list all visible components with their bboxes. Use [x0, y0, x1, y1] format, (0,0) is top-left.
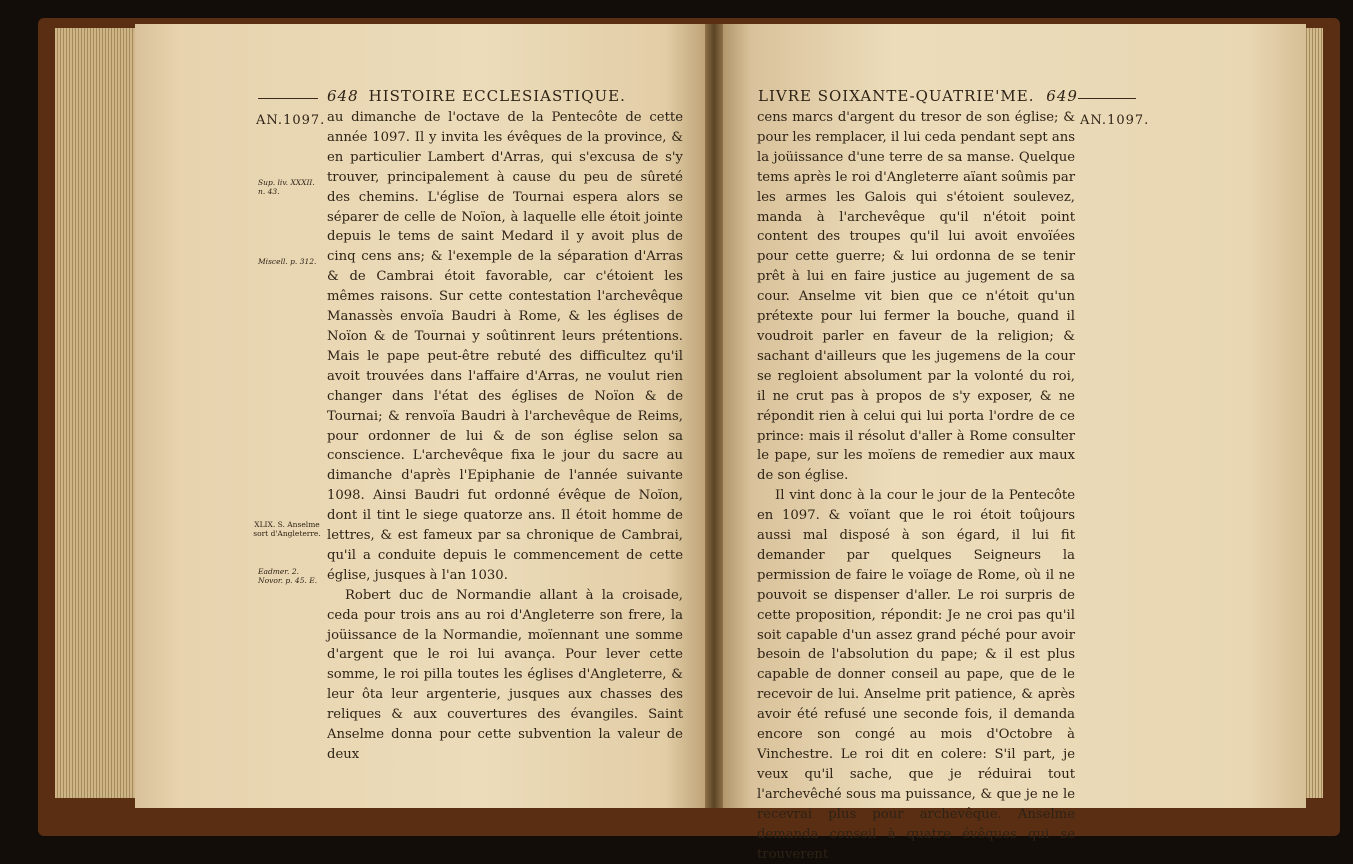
paragraph: au dimanche de l'octave de la Pentecôte de cette année 1097. Il y invita les évêques de la province, & en particulier Lambert d'Arras, qui s'excusa de s'y trouver, principalement à cause du peu de sûreté des chemins. L'église de Tournai espera alors se séparer de celle de Noïon, à laquelle elle étoit jointe depuis le tems de saint Medard il y avoit plus de cinq cens ans; & l'exemple de la séparation d'Arras & de Cambrai étoit favorable, car c'étoient les mêmes raisons. Sur cette contestation l'archevêque Manassès envoïa Baudri à Rome, & les églises de Noïon & de Tournai y soûtinrent leurs prétentions. Mais le pape peut-être rebuté des difficultez qu'il avoit trouvées dans l'affaire d'Arras, ne voulut rien changer dans l'état des églises de Noïon & de Tournai; & renvoïa Baudri à l'archevêque de Reims, pour ordonner de lui & de son église selon sa conscience. L'archevêque fixa le jour du sacre au dimanche d'après l'Epiphanie de l'année suivante 1098. Ainsi Baudri fut ordonné évêque de Noïon, dont il tint le siege quatorze ans. Il étoit homme de lettres, & est fameux par sa chronique de Cambrai, qu'il a conduite depuis le commencement de cette église, jusques à l'an 1030.: [327, 110, 683, 583]
left-running-head: [327, 87, 626, 105]
right-body-text: [757, 108, 1075, 864]
book-gutter: [705, 24, 723, 808]
left-margin-note: Sup. liv. XXXII. n. 43.: [258, 178, 315, 196]
right-running-title: LIVRE SOIXANTE-QUATRIE'ME.: [758, 87, 1035, 105]
paragraph: Il vint donc à la cour le jour de la Pentecôte en 1097. & voïant que le roi étoit toûjours aussi mal disposé à son égard, il lui fit demander par quelques Seigneurs la permission de faire le voïage de Rome, où il ne pouvoit se dispenser d'aller. Le roi surpris de cette proposition, répondit: Je ne croi pas qu'il soit capable d'un assez grand péché pour avoir besoin de l'absolution du pape; & il est plus capable de donner conseil au pape, que de le recevoir de lui. Anselme prit patience, & après avoir été refusé une seconde fois, il demanda encore son congé au mois d'Octobre à Vinchestre. Le roi dit en colere: S'il part, je veux qu'il sache, que je réduirai tout l'archevêché sous ma puissance, & que je ne le recevrai plus pour archevêque. Anselme demanda conseil à quatre évêques qui se trouverent: [757, 488, 1075, 862]
left-margin-note: Miscell. p. 312.: [258, 257, 317, 266]
left-body-text: [327, 108, 683, 765]
left-section-note: XLIX. S. Anselme sort d'Angleterre.: [253, 520, 321, 538]
right-running-head: [758, 87, 1088, 105]
left-header-rule: [258, 98, 318, 99]
left-page-number: 648: [327, 87, 359, 105]
left-running-title: HISTOIRE ECCLESIASTIQUE.: [368, 87, 626, 105]
paragraph: Robert duc de Normandie allant à la croisade, ceda pour trois ans au roi d'Angleterre son frere, la joüissance de la Normandie, moïennant une somme d'argent que le roi lui avança. Pour lever cette somme, le roi pilla toutes les églises d'Angleterre, & leur ôta leur argenterie, jusques aux chasses des reliques & aux couvertures des évangiles. Saint Anselme donna pour cette subvention la valeur de deux: [327, 587, 683, 762]
left-margin-note: Eadmer. 2. Novor. p. 45. E.: [258, 567, 318, 585]
right-year-label: AN.1097.: [1080, 113, 1150, 128]
left-year-label: AN.1097.: [256, 113, 326, 128]
right-page-number: 649: [1046, 87, 1078, 105]
right-header-rule: [1078, 98, 1136, 99]
left-page-edges: [55, 28, 140, 798]
paragraph: cens marcs d'argent du tresor de son église; & pour les remplacer, il lui ceda pendant sept ans la joüissance d'une terre de sa manse. Quelque tems après le roi d'Angleterre aïant soûmis par les armes les Galois qui s'étoient soulevez, manda à l'archevêque qu'il n'étoit point content des troupes qu'il lui avoit envoïées pour cette guerre; & lui ordonna de se tenir prêt à lui en faire justice au jugement de sa cour. Anselme vit bien que ce n'étoit qu'un prétexte pour lui fermer la bouche, quand il voudroit parler en faveur de la religion; & sachant d'ailleurs que les jugemens de la cour se regloient absolument par la volonté du roi, il ne crut pas à propos de s'y exposer, & ne répondit rien à celui qui lui porta l'ordre de ce prince: mais il résolut d'aller à Rome consulter le pape, sur les moïens de remedier aux maux de son église.: [757, 110, 1076, 484]
